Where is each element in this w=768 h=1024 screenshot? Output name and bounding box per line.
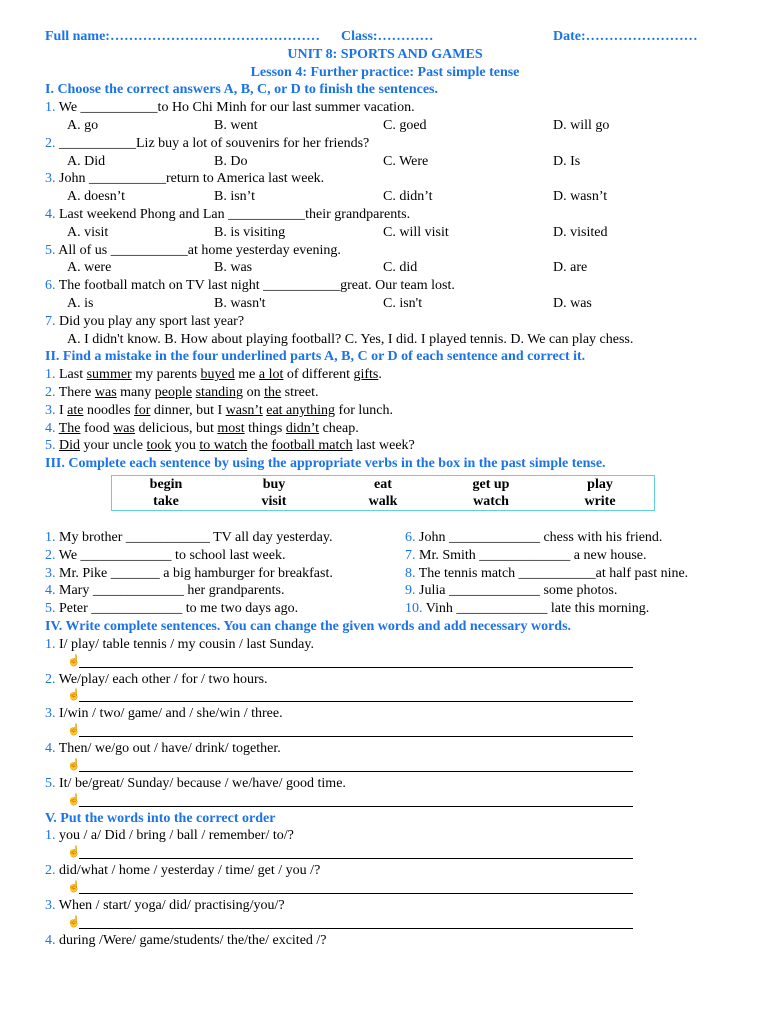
question-number: 2.	[45, 135, 56, 151]
mc-question-6-options	[45, 295, 725, 313]
underlined-part[interactable]: The	[58, 420, 81, 436]
fill-row-5	[45, 600, 725, 618]
item-text[interactable]: My brother ____________ TV all day yesterday.	[55, 529, 333, 545]
order-prompt-3	[45, 897, 725, 915]
underlined-part[interactable]: the	[264, 384, 282, 400]
fill-item-left	[45, 566, 333, 581]
fill-item-right	[405, 600, 649, 618]
sentence-text: last week?	[352, 438, 415, 454]
pointing-hand-icon: ☝	[67, 654, 81, 667]
answer-underline[interactable]	[79, 928, 633, 929]
answer-underline[interactable]	[79, 667, 633, 668]
fill-item-left	[45, 530, 332, 545]
sentence-text: of different	[283, 367, 354, 383]
section-1-heading: I. Choose the correct answers A, B, C, or D to finish the sentences.	[45, 82, 438, 98]
mc-question-4-options	[45, 224, 725, 242]
underlined-part[interactable]: took	[146, 438, 172, 454]
pointing-hand-icon: ☝	[67, 724, 81, 737]
item-text[interactable]: Mary _____________ her grandparents.	[55, 583, 285, 599]
underlined-part[interactable]: didn’t	[285, 420, 320, 436]
question-number: 7.	[45, 313, 56, 329]
question-text: All of us ___________at home yesterday evening.	[55, 242, 341, 258]
fill-item-right	[405, 565, 688, 583]
question-number: 3.	[45, 171, 56, 187]
underlined-part[interactable]: gifts	[353, 367, 379, 383]
option-a[interactable]: A. were	[67, 260, 112, 276]
mistake-sentence-4	[45, 420, 725, 438]
write-prompt-5	[45, 775, 725, 793]
sentence-text: my parents	[131, 367, 201, 383]
item-text[interactable]: Peter _____________ to me two days ago.	[55, 601, 299, 617]
mistake-sentence-3	[45, 402, 725, 420]
item-number: 2.	[45, 671, 56, 687]
answer-underline[interactable]	[79, 736, 633, 737]
underlined-part[interactable]: buyed	[200, 367, 235, 383]
option-d[interactable]: D. Is	[553, 153, 581, 169]
sentence-text: noodles	[83, 402, 135, 418]
pointing-hand-icon: ☝	[67, 689, 81, 702]
class-field[interactable]: Class:…………	[341, 29, 434, 44]
option-c[interactable]: C. will visit	[383, 224, 449, 240]
underlined-part[interactable]: summer	[86, 367, 132, 383]
verb-word: watch	[473, 493, 509, 509]
mc-question-2-options	[45, 153, 725, 171]
fill-item-left	[45, 548, 285, 563]
underlined-part[interactable]: Did	[59, 438, 80, 454]
item-text: did/what / home / yesterday / time/ get / you /?	[55, 863, 321, 879]
verb-word: begin	[149, 476, 183, 492]
verb-word: buy	[262, 476, 286, 492]
option-a[interactable]: A. is	[67, 295, 94, 311]
option-b[interactable]: B. was	[214, 260, 253, 276]
order-prompt-4	[45, 932, 725, 950]
sentence-text: me	[234, 367, 259, 383]
option-b[interactable]: B. isn’t	[214, 189, 255, 205]
lesson-subtitle: Lesson 4: Further practice: Past simple tense	[250, 64, 520, 80]
sentence-text: .	[378, 367, 382, 383]
item-number: 2.	[45, 863, 56, 879]
answer-underline[interactable]	[79, 858, 633, 859]
fill-row-3	[45, 565, 725, 583]
question-text: We ___________to Ho Chi Minh for our last summer vacation.	[55, 100, 415, 116]
fill-in-list	[45, 529, 725, 618]
item-text: during /Were/ game/students/ the/the/ excited /?	[55, 932, 327, 948]
item-text[interactable]: Vinh _____________ late this morning.	[422, 601, 650, 617]
write-prompt-2	[45, 671, 725, 689]
item-text: It/ be/great/ Sunday/ because / we/have/ good time.	[55, 775, 346, 791]
question-text: The football match on TV last night ___________great. Our team lost.	[55, 278, 455, 294]
option-c[interactable]: C. isn't	[383, 295, 423, 311]
underlined-part[interactable]: most	[217, 420, 245, 436]
sentence-text: delicious, but	[134, 420, 218, 436]
section-5-heading: V. Put the words into the correct order	[45, 810, 276, 826]
mistake-sentence-1	[45, 366, 725, 384]
fill-row-1	[45, 529, 725, 547]
item-text: Then/ we/go out / have/ drink/ together.	[55, 741, 281, 757]
verb-word: eat	[374, 476, 392, 492]
mc-question-1	[45, 99, 725, 117]
mc-question-3	[45, 170, 725, 188]
question-text: John ___________return to America last week.	[55, 171, 325, 187]
question-number: 4.	[45, 206, 56, 222]
section-3-heading: III. Complete each sentence by using the appropriate verbs in the box in the past simple tense.	[45, 456, 606, 472]
item-number: 10.	[405, 601, 423, 617]
write-answer-line-2[interactable]	[45, 688, 725, 705]
item-number: 4.	[45, 932, 56, 948]
mistake-sentence-2	[45, 384, 725, 402]
fill-item-left	[45, 583, 285, 598]
option-d[interactable]: D. visited	[553, 224, 608, 240]
verb-word: walk	[368, 493, 398, 509]
item-text: We/play/ each other / for / two hours.	[55, 671, 268, 687]
pointing-hand-icon: ☝	[67, 846, 81, 859]
option-b[interactable]: B. went	[214, 117, 258, 133]
item-text: I/ play/ table tennis / my cousin / last Sunday.	[55, 636, 314, 652]
pointing-hand-icon: ☝	[67, 915, 81, 928]
item-text: I/win / two/ game/ and / she/win / three.	[55, 706, 283, 722]
question-text: Did you play any sport last year?	[55, 313, 245, 329]
date-field[interactable]: Date:……………………	[553, 29, 698, 44]
fill-item-right	[405, 547, 647, 565]
item-text[interactable]: The tennis match ___________at half past nine.	[415, 565, 689, 581]
answer-underline[interactable]	[79, 771, 633, 772]
option-b[interactable]: B. Do	[214, 153, 248, 169]
order-prompt-1	[45, 827, 725, 845]
fill-row-4	[45, 582, 725, 600]
sentence-text: things	[244, 420, 286, 436]
order-answer-line-1[interactable]	[45, 845, 725, 862]
sentence-number: 4.	[45, 420, 56, 436]
write-answer-line-1[interactable]	[45, 654, 725, 671]
pointing-hand-icon: ☝	[67, 793, 81, 806]
mc-question-6	[45, 277, 725, 295]
mc-question-5	[45, 242, 725, 260]
sentence-text: the	[247, 438, 272, 454]
sentence-number: 5.	[45, 438, 56, 454]
mc-question-7-options: A. I didn't know. B. How about playing football? C. Yes, I did. I played tennis. D. We can play chess.	[67, 331, 634, 347]
underlined-part[interactable]: was	[113, 420, 135, 436]
sentence-text: street.	[281, 384, 319, 400]
item-text: you / a/ Did / bring / ball / remember/ to/?	[55, 828, 294, 844]
order-answer-line-2[interactable]	[45, 880, 725, 897]
underlined-part[interactable]: wasn’t	[225, 402, 263, 418]
item-number: 2.	[45, 547, 56, 563]
fill-item-right	[405, 529, 662, 547]
fullname-field[interactable]: Full name:………………………………………	[45, 29, 320, 44]
multiple-choice-list	[45, 99, 725, 313]
item-text[interactable]: We _____________ to school last week.	[55, 547, 286, 563]
sentence-text: Last	[55, 367, 87, 383]
unit-title: UNIT 8: SPORTS AND GAMES	[287, 46, 483, 62]
option-c[interactable]: C. did	[383, 260, 418, 276]
pointing-hand-icon: ☝	[67, 881, 81, 894]
section-2-heading: II. Find a mistake in the four underlined parts A, B, C or D of each sentence and correct it.	[45, 349, 586, 365]
order-answer-line-3[interactable]	[45, 915, 725, 932]
write-sentence-list	[45, 636, 725, 810]
mc-question-5-options	[45, 259, 725, 277]
sentence-text: food	[80, 420, 114, 436]
option-a[interactable]: A. visit	[67, 224, 109, 240]
item-number: 5.	[45, 601, 56, 617]
item-text[interactable]: John _____________ chess with his friend.	[415, 529, 663, 545]
question-text: ___________Liz buy a lot of souvenirs for her friends?	[55, 135, 370, 151]
option-b[interactable]: B. is visiting	[214, 224, 286, 240]
item-number: 1.	[45, 828, 56, 844]
item-number: 5.	[45, 775, 56, 791]
verb-word: get up	[472, 476, 510, 492]
sentence-text: you	[171, 438, 200, 454]
mc-question-3-options	[45, 188, 725, 206]
option-c[interactable]: C. didn’t	[383, 189, 433, 205]
option-a[interactable]: A. go	[67, 117, 99, 133]
verb-box	[111, 475, 655, 511]
write-prompt-3	[45, 705, 725, 723]
item-number: 9.	[405, 583, 416, 599]
option-d[interactable]: D. wasn’t	[553, 189, 608, 205]
sentence-text: dinner, but I	[150, 402, 226, 418]
item-number: 4.	[45, 741, 56, 757]
option-c[interactable]: C. Were	[383, 153, 429, 169]
sentence-text: many	[116, 384, 155, 400]
question-number: 5.	[45, 242, 56, 258]
mistake-list	[45, 366, 725, 455]
item-number: 6.	[405, 529, 416, 545]
option-d[interactable]: D. will go	[553, 117, 610, 133]
item-number: 3.	[45, 898, 56, 914]
item-text[interactable]: Julia _____________ some photos.	[415, 583, 618, 599]
fill-row-2	[45, 547, 725, 565]
write-prompt-4	[45, 740, 725, 758]
answer-underline[interactable]	[79, 806, 633, 807]
write-answer-line-5[interactable]	[45, 793, 725, 810]
underlined-part[interactable]: people	[154, 384, 193, 400]
verb-box-row-1	[112, 476, 654, 493]
write-prompt-1	[45, 636, 725, 654]
sentence-number: 1.	[45, 367, 56, 383]
verb-word: write	[584, 493, 616, 509]
header-row	[45, 28, 725, 46]
item-number: 8.	[405, 565, 416, 581]
word-order-list	[45, 827, 725, 949]
sentence-text: on	[243, 384, 265, 400]
question-number: 1.	[45, 100, 56, 116]
mc-question-4	[45, 206, 725, 224]
item-text[interactable]: Mr. Smith _____________ a new house.	[415, 547, 647, 563]
fill-item-left	[45, 601, 298, 616]
order-prompt-2	[45, 862, 725, 880]
option-b[interactable]: B. wasn't	[214, 295, 266, 311]
option-d[interactable]: D. are	[553, 260, 588, 276]
section-4-heading: IV. Write complete sentences. You can change the given words and add necessary words.	[45, 618, 572, 634]
worksheet	[45, 28, 725, 950]
write-answer-line-4[interactable]	[45, 758, 725, 775]
question-number: 6.	[45, 278, 56, 294]
verb-box-row-2	[112, 493, 654, 510]
mc-question-7	[45, 313, 725, 331]
item-text[interactable]: Mr. Pike _______ a big hamburger for breakfast.	[55, 565, 333, 581]
item-number: 3.	[45, 565, 56, 581]
sentence-number: 2.	[45, 384, 56, 400]
underlined-part[interactable]: for	[134, 402, 151, 418]
verb-word: take	[153, 493, 179, 509]
question-text: Last weekend Phong and Lan ___________their grandparents.	[55, 206, 411, 222]
answer-underline[interactable]	[79, 893, 633, 894]
sentence-text: There	[55, 384, 95, 400]
write-answer-line-3[interactable]	[45, 723, 725, 740]
mc-question-1-options	[45, 117, 725, 135]
underlined-part[interactable]: ate	[67, 402, 84, 418]
option-c[interactable]: C. goed	[383, 117, 427, 133]
underlined-part[interactable]: a lot	[258, 367, 284, 383]
underlined-part[interactable]: football match	[271, 438, 353, 454]
option-a[interactable]: A. Did	[67, 153, 106, 169]
item-number: 1.	[45, 636, 56, 652]
underlined-part[interactable]: was	[94, 384, 117, 400]
item-text: When / start/ yoga/ did/ practising/you/?	[55, 898, 285, 914]
item-number: 1.	[45, 529, 56, 545]
underlined-part[interactable]: eat anything	[266, 402, 336, 418]
sentence-text: cheap.	[319, 420, 359, 436]
mc-question-2	[45, 135, 725, 153]
sentence-text: for lunch.	[335, 402, 393, 418]
underlined-part[interactable]: standing	[195, 384, 244, 400]
item-number: 3.	[45, 706, 56, 722]
sentence-text: your uncle	[80, 438, 147, 454]
answer-underline[interactable]	[79, 701, 633, 702]
sentence-text: I	[55, 402, 68, 418]
pointing-hand-icon: ☝	[67, 758, 81, 771]
item-number: 7.	[405, 547, 416, 563]
verb-word: visit	[261, 493, 287, 509]
fill-item-right	[405, 582, 617, 600]
verb-word: play	[587, 476, 613, 492]
mistake-sentence-5	[45, 437, 725, 455]
underlined-part[interactable]: to watch	[199, 438, 248, 454]
option-d[interactable]: D. was	[553, 295, 592, 311]
item-number: 4.	[45, 583, 56, 599]
option-a[interactable]: A. doesn’t	[67, 189, 126, 205]
sentence-number: 3.	[45, 402, 56, 418]
